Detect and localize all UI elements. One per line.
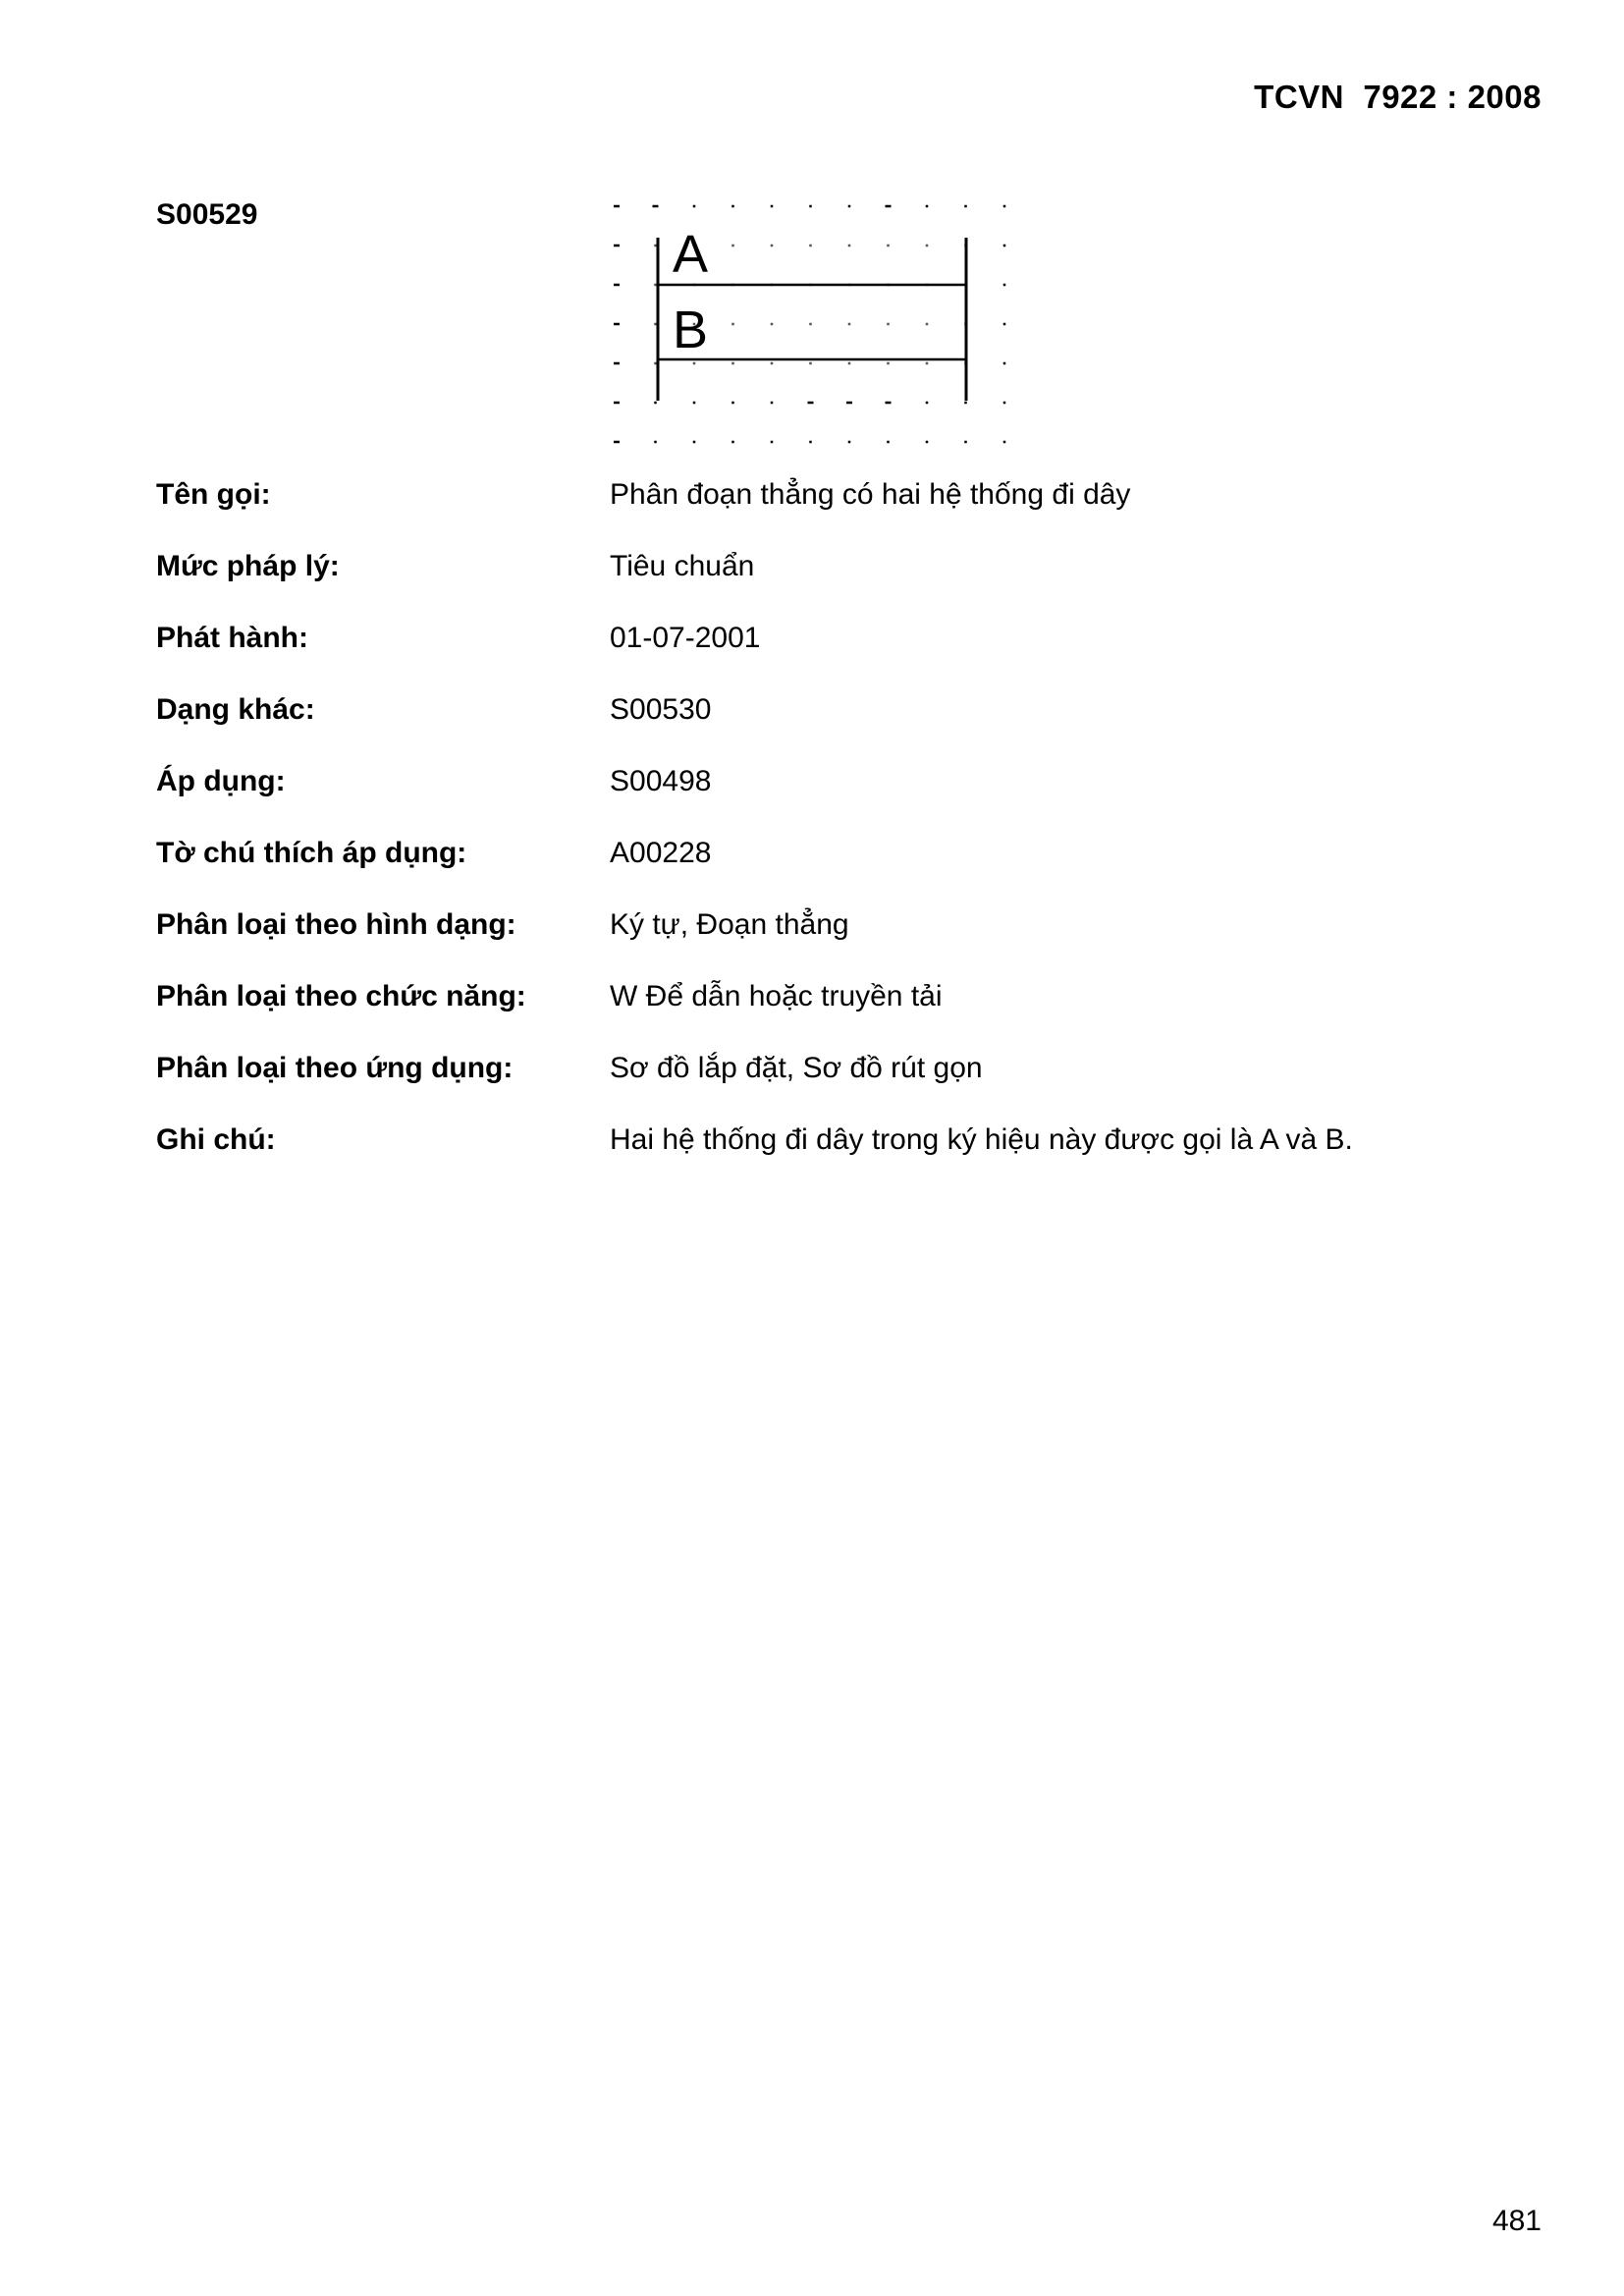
grid-dot [771,362,774,365]
property-row [156,908,1531,980]
grid-dot [1003,323,1006,326]
property-row [156,622,1531,693]
standard-header: TCVN 7922 : 2008 [1254,79,1542,115]
grid-dot [654,362,657,365]
symbol-code: S00529 [156,198,258,231]
property-label: Tên gọi: [156,478,271,511]
properties-list [156,478,1531,1195]
grid-dot [808,402,814,405]
grid-dot [809,323,812,326]
grid-dot [693,441,696,444]
grid-dot [926,323,929,326]
grid-dot [653,205,659,208]
grid-dot [964,441,967,444]
property-label: Phân loại theo hình dạng: [156,908,516,941]
property-label: Phân loại theo chức năng: [156,980,526,1012]
grid-dot [964,205,967,208]
property-value: Hai hệ thống đi dây trong ký hiệu này được gọi là A và B. [610,1123,1353,1156]
grid-dot [693,362,696,365]
grid-dot [1003,245,1006,247]
grid-dot [809,205,812,208]
property-row [156,837,1531,908]
property-row [156,980,1531,1052]
property-row [156,765,1531,837]
grid-dot [1003,205,1006,208]
grid-dot [887,441,890,444]
grid-dot [614,362,620,365]
grid-dot [614,402,620,405]
grid-dot [1003,402,1006,405]
grid-dot [771,441,774,444]
property-label: Phân loại theo ứng dụng: [156,1052,514,1084]
page-number: 481 [1491,2205,1542,2237]
grid-dot [848,323,851,326]
grid-dot [848,441,851,444]
grid-dot [771,323,774,326]
grid-dot [846,402,852,405]
grid-dot [614,323,620,326]
grid-dot [964,402,967,405]
property-label: Áp dụng: [156,765,286,797]
grid-dot [771,402,774,405]
property-value: S00498 [610,765,712,797]
property-value: Ký tự, Đoạn thẳng [610,908,849,941]
wiring-label-b: B [673,301,709,359]
grid-dot [926,441,929,444]
property-row [156,1123,1531,1195]
grid-dot [654,245,657,247]
property-row [156,693,1531,765]
grid-dot [887,362,890,365]
grid-dot [848,205,851,208]
property-value: W Để dẫn hoặc truyền tải [610,980,943,1012]
property-label: Tờ chú thích áp dụng: [156,837,467,869]
wiring-label-a: A [673,225,709,284]
grid-dot [731,245,734,247]
grid-dot [771,245,774,247]
grid-dot [809,441,812,444]
grid-dot [614,245,620,247]
grid-dot [614,441,620,444]
grid-dot [731,323,734,326]
property-label: Ghi chú: [156,1123,276,1156]
grid-dot [926,205,929,208]
symbol-figure [599,187,1021,452]
grid-dot [887,245,890,247]
grid-dot [693,402,696,405]
grid-dot [614,205,620,208]
property-value: S00530 [610,693,712,726]
grid-dot [886,205,892,208]
grid-dot [1003,441,1006,444]
grid-dot [654,323,657,326]
grid-dot [926,402,929,405]
grid-dot [848,245,851,247]
grid-dot [614,284,620,287]
grid-dot [1003,284,1006,287]
property-value: Tiêu chuẩn [610,550,755,582]
symbol-diagram [599,187,1021,452]
grid-dot [731,402,734,405]
grid-dot [809,245,812,247]
property-value: A00228 [610,837,712,869]
grid-dot [1003,362,1006,365]
grid-dot [654,402,657,405]
property-value: Sơ đồ lắp đặt, Sơ đồ rút gọn [610,1052,983,1084]
grid-dot [926,362,929,365]
property-label: Dạng khác: [156,693,315,726]
grid-dot [654,284,657,287]
property-label: Phát hành: [156,622,308,654]
grid-dot [848,362,851,365]
grid-dot [886,402,892,405]
grid-dot [654,441,657,444]
grid-dot [731,441,734,444]
property-label: Mức pháp lý: [156,550,340,582]
grid-dot [887,323,890,326]
grid-dot [809,362,812,365]
property-row [156,550,1531,622]
property-row [156,478,1531,550]
grid-dot [731,362,734,365]
property-value: 01-07-2001 [610,622,761,654]
grid-dot [926,245,929,247]
grid-dot [771,205,774,208]
grid-dot [693,205,696,208]
grid-dot [731,205,734,208]
property-value: Phân đoạn thẳng có hai hệ thống đi dây [610,478,1131,511]
property-row [156,1052,1531,1123]
